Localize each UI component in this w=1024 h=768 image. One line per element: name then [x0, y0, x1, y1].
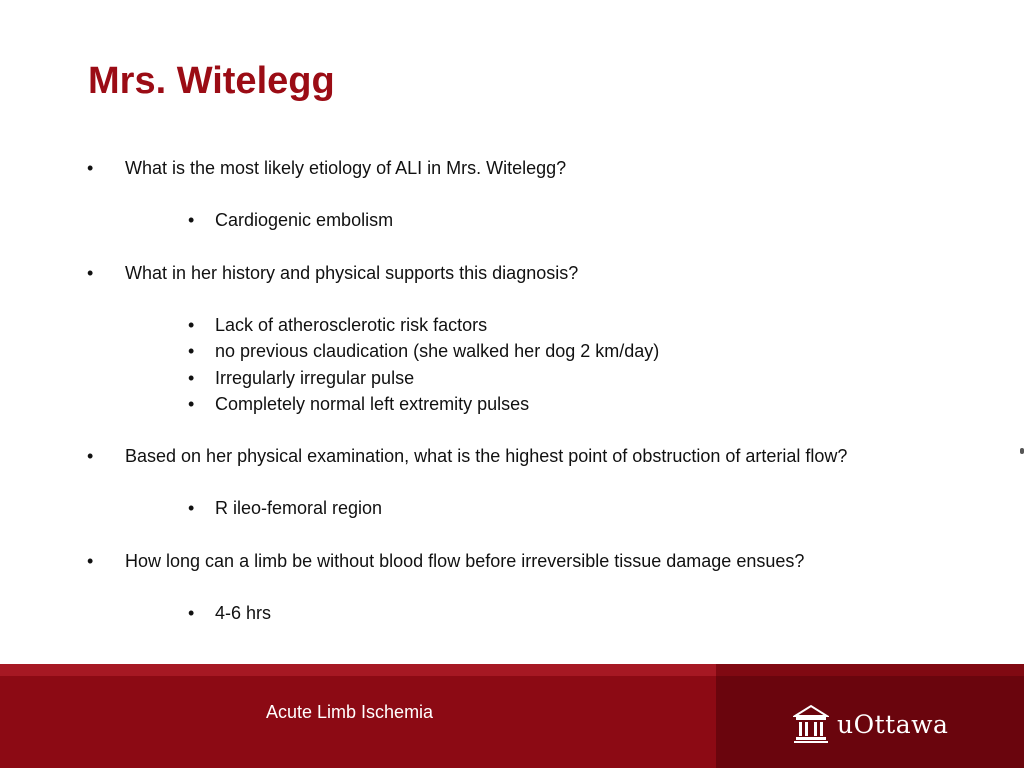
answer-2-2	[188, 340, 660, 362]
bullet-marker: •	[188, 368, 195, 388]
bullet-marker: •	[188, 210, 195, 230]
question-3	[87, 445, 848, 467]
question-3-text: Based on her physical examination, what is the highest point of obstruction of arterial flow?	[125, 446, 848, 466]
answer-text: Irregularly irregular pulse	[215, 368, 415, 388]
answer-2-1	[188, 314, 488, 336]
bullet-marker: •	[188, 394, 195, 414]
answer-1-1	[188, 209, 394, 231]
bullet-marker: •	[188, 498, 195, 518]
bullet-marker: •	[87, 263, 94, 283]
edge-mark	[1020, 448, 1024, 454]
answer-3-1	[188, 497, 383, 519]
bullet-marker: •	[87, 158, 94, 178]
footer-logo-accent-band	[716, 664, 1024, 676]
answer-4-1	[188, 602, 272, 624]
university-building-icon	[793, 704, 829, 744]
question-4	[87, 550, 805, 572]
bullet-marker: •	[87, 551, 94, 571]
bullet-marker: •	[188, 315, 195, 335]
bullet-marker: •	[188, 603, 195, 623]
answer-2-3	[188, 367, 415, 389]
footer-topic: Acute Limb Ischemia	[266, 702, 434, 722]
answer-text: R ileo-femoral region	[215, 498, 383, 518]
question-2	[87, 262, 579, 284]
uottawa-logo	[793, 704, 948, 744]
bullet-marker: •	[87, 446, 94, 466]
answer-text: no previous claudication (she walked her dog 2 km/day)	[215, 341, 660, 361]
answer-text: Cardiogenic embolism	[215, 210, 394, 230]
logo-wordmark: uOttawa	[837, 709, 949, 739]
answer-2-4	[188, 393, 530, 415]
question-2-text: What in her history and physical supports this diagnosis?	[125, 263, 579, 283]
slide-title: Mrs. Witelegg	[88, 60, 335, 102]
question-4-text: How long can a limb be without blood flow before irreversible tissue damage ensues?	[125, 551, 805, 571]
answer-text: Lack of atherosclerotic risk factors	[215, 315, 488, 335]
answer-text: Completely normal left extremity pulses	[215, 394, 530, 414]
question-1-text: What is the most likely etiology of ALI in Mrs. Witelegg?	[125, 158, 567, 178]
bullet-marker: •	[188, 341, 195, 361]
question-1	[87, 157, 567, 179]
answer-text: 4-6 hrs	[215, 603, 272, 623]
